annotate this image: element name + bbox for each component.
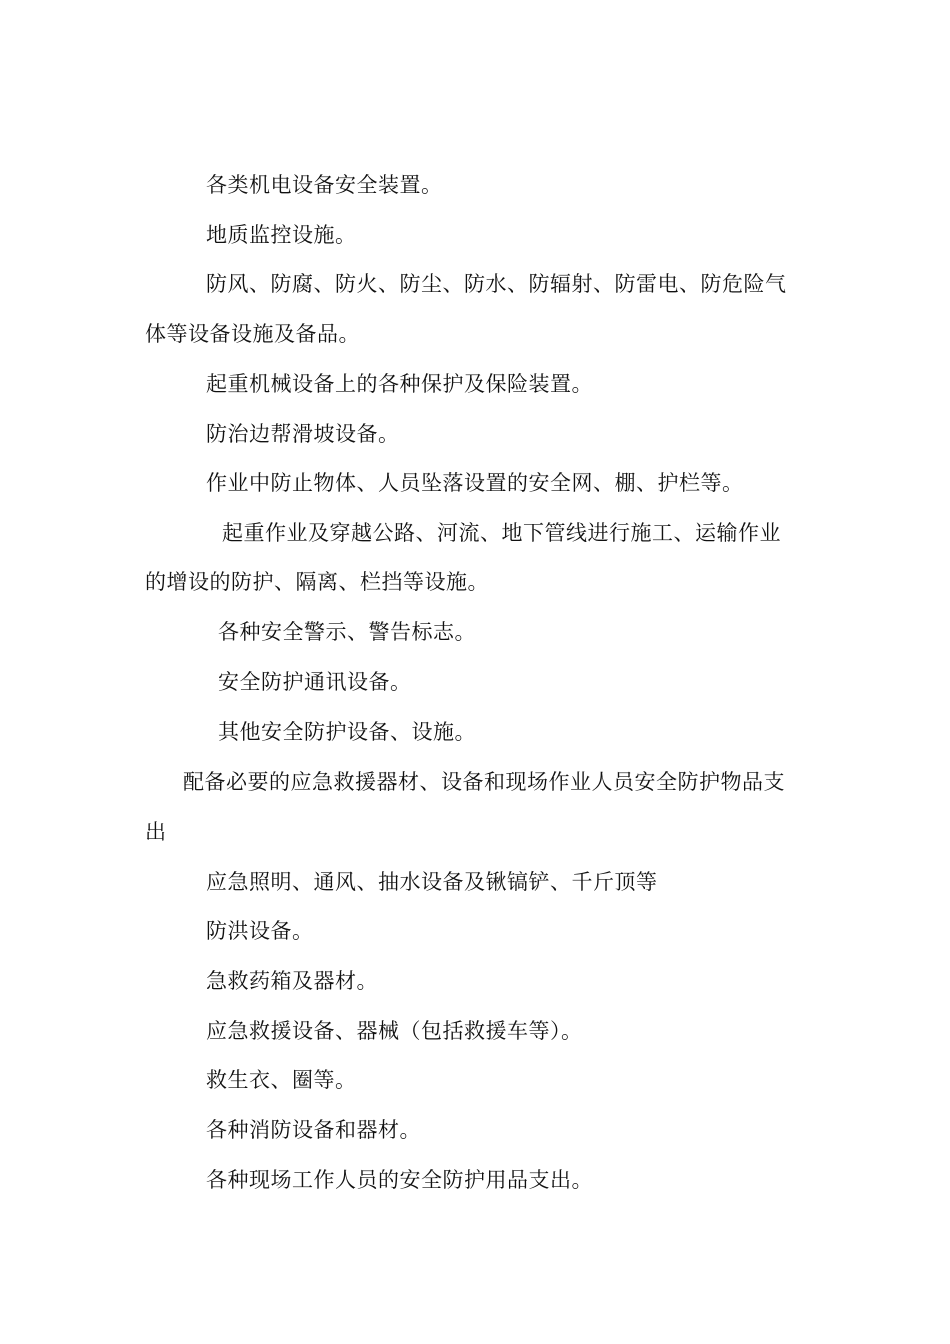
- paragraph-line: 各类机电设备安全装置。: [206, 173, 443, 197]
- paragraph-line: 急救药箱及器材。: [206, 969, 378, 993]
- paragraph-line: 防风、防腐、防火、防尘、防水、防辐射、防雷电、防危险气: [206, 272, 787, 296]
- section-heading-line: 配备必要的应急救援器材、设备和现场作业人员安全防护物品支: [183, 770, 785, 794]
- paragraph-line: 应急照明、通风、抽水设备及锹镐铲、千斤顶等: [206, 870, 658, 894]
- paragraph-line: 各种安全警示、警告标志。: [218, 620, 476, 644]
- paragraph-line: 安全防护通讯设备。: [218, 670, 412, 694]
- paragraph-line: 体等设备设施及备品。: [145, 322, 360, 346]
- paragraph-line: 应急救援设备、器械（包括救援车等）。: [206, 1019, 583, 1043]
- paragraph-line: 防治边帮滑坡设备。: [206, 422, 400, 446]
- paragraph-line: 地质监控设施。: [206, 223, 357, 247]
- section-heading-line: 出: [145, 820, 167, 844]
- paragraph-line: 救生衣、圈等。: [206, 1068, 357, 1092]
- paragraph-line: 起重作业及穿越公路、河流、地下管线进行施工、运输作业: [222, 521, 781, 545]
- paragraph-line: 防洪设备。: [206, 919, 314, 943]
- paragraph-line: 的增设的防护、隔离、栏挡等设施。: [145, 570, 489, 594]
- paragraph-line: 各种现场工作人员的安全防护用品支出。: [206, 1168, 593, 1192]
- paragraph-line: 各种消防设备和器材。: [206, 1118, 421, 1142]
- paragraph-line: 起重机械设备上的各种保护及保险装置。: [206, 372, 593, 396]
- paragraph-line: 作业中防止物体、人员坠落设置的安全网、棚、护栏等。: [206, 471, 744, 495]
- paragraph-line: 其他安全防护设备、设施。: [218, 720, 476, 744]
